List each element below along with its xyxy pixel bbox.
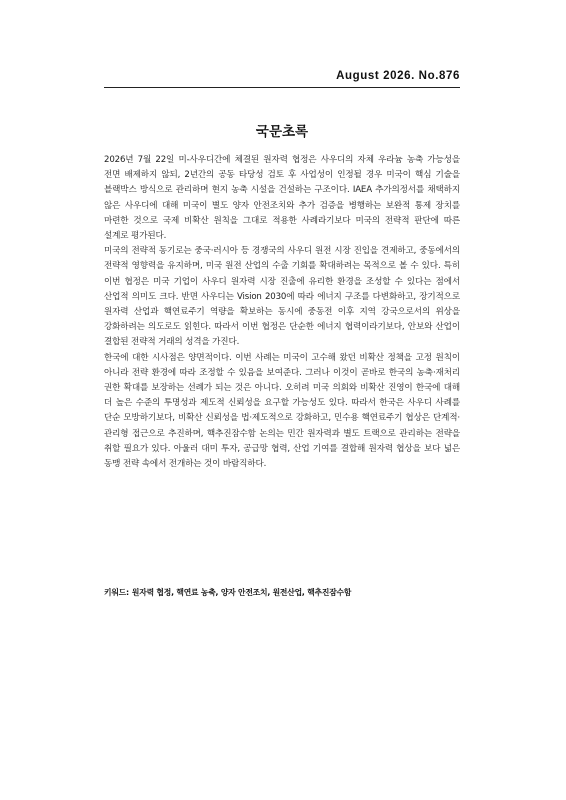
abstract-body bbox=[104, 153, 460, 472]
abstract-paragraph-2: 미국의 전략적 동기로는 중국·러시아 등 경쟁국의 사우디 원전 시장 진입을 견제하고, 중동에서의 전략적 영향력을 유지하며, 미국 원전 산업의 수출 기회를 확대하려는 목적으로 볼 수 있다. 특히 이번 협정은 미국 기업이 사우디 원자력 시장 진출에 유리한 환경을 조성할 수 있다는 점에서 산업적 의미도 크다. 반면 사우디는 Vision 2030에 따라 에너지 구조를 다변화하고, 장기적으로 원자력 산업과 핵연료주기 역량을 확보하는 동시에 중동전 이후 지역 강국으로서의 위상을 강화하려는 의도로도 읽힌다. 따라서 이번 협정은 단순한 에너지 협력이라기보다, 안보와 산업이 결합된 전략적 거래의 성격을 가진다. bbox=[104, 246, 460, 348]
header-rule bbox=[104, 87, 460, 88]
issue-header: August 2026. No.876 bbox=[336, 70, 460, 82]
keywords-label: 키워드: bbox=[104, 588, 129, 597]
keywords-text: 원자력 협정, 핵연료 농축, 양자 안전조치, 원전산업, 핵추진잠수함 bbox=[131, 588, 352, 597]
keywords-line bbox=[104, 587, 460, 598]
abstract-title: 국문초록 bbox=[255, 124, 309, 140]
abstract-paragraph-3: 한국에 대한 시사점은 양면적이다. 이번 사례는 미국이 고수해 왔던 비확산 정책을 고정 원칙이 아니라 전략 환경에 따라 조정할 수 있음을 보여준다. 그러나 이것이 곧바로 한국의 농축·재처리 권한 확대를 보장하는 선례가 되는 것은 아니다. 오히려 미국 의회와 비확산 진영이 한국에 대해 더 높은 수준의 투명성과 제도적 신뢰성을 요구할 가능성도 있다. 따라서 한국은 사우디 사례를 단순 모방하기보다, 비확산 신뢰성을 법·제도적으로 강화하고, 민수용 핵연료주기 협상은 단계적·관리형 접근으로 추진하며, 핵추진잠수함 논의는 민간 원자력과 별도 트랙으로 관리하는 전략을 취할 필요가 있다. 아울러 대미 투자, 공급망 협력, 산업 기여를 결합해 원자력 협상을 보다 넓은 동맹 전략 속에서 전개하는 것이 바람직하다. bbox=[104, 352, 460, 470]
abstract-paragraph-1: 2026년 7월 22일 미-사우디간에 체결된 원자력 협정은 사우디의 자체 우라늄 농축 가능성을 전면 배제하지 않되, 2년간의 공동 타당성 검토 후 사업성이 인정될 경우 미국이 핵심 기술을 블랙박스 방식으로 관리하며 현지 농축 시설을 건설하는 구조이다. IAEA 추가의정서를 채택하지 않은 사우디에 대해 미국이 별도 양자 안전조치와 추가 검증을 병행하는 보완적 통제 장치를 마련한 것으로 국제 비확산 원칙을 그대로 적용한 사례라기보다 미국의 전략적 판단에 따른 설계로 평가된다. bbox=[104, 155, 460, 242]
